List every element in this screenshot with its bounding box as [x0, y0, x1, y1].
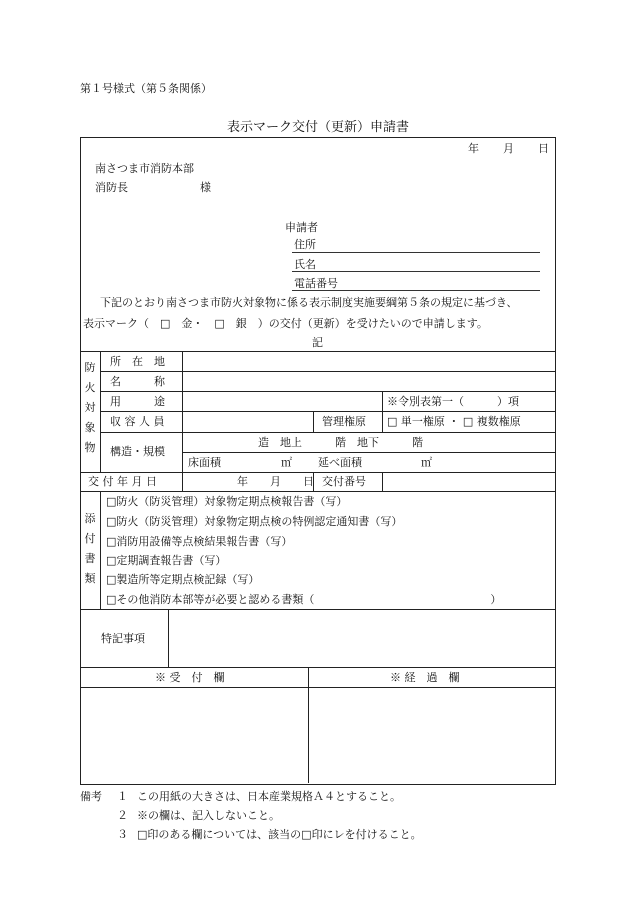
note-text: □印のある欄については、該当の□印にレを付けること。 — [137, 828, 422, 841]
floor-area-unit: ㎡ — [281, 456, 292, 469]
total-area-label: 延べ面積 — [318, 456, 362, 469]
issue-date-value: 年 月 日 — [237, 475, 314, 488]
remarks-label: 特記事項 — [101, 632, 145, 645]
name-label: 氏名 — [294, 258, 316, 271]
note-number: ２ — [117, 809, 128, 822]
location-label: 所 在 地 — [110, 355, 165, 368]
notes-heading: 備考 — [80, 790, 102, 803]
use-label: 用 途 — [110, 395, 165, 408]
page-title: 表示マーク交付（更新）申請書 — [227, 120, 410, 135]
addressee-chief: 消防長 — [95, 181, 128, 194]
use-note: ※令別表第一（ ）項 — [387, 395, 519, 408]
statement-line-2: 表示マーク（ □ 金・ □ 銀 ）の交付（更新）を受けたいので申請します。 — [83, 317, 488, 330]
note-number: １ — [117, 790, 128, 803]
reception-label: ※ 受 付 欄 — [155, 671, 225, 684]
note-number: ３ — [117, 828, 128, 841]
progress-field[interactable] — [309, 688, 553, 782]
statement-line-1: 下記のとおり南さつま市防火対象物に係る表示制度実施要綱第５条の規定に基づき、 — [100, 296, 518, 309]
form-number: 第１号様式（第５条関係） — [80, 82, 212, 95]
date-year: 年 — [468, 142, 479, 155]
date-day: 日 — [538, 142, 549, 155]
issue-number-label: 交付番号 — [322, 475, 366, 488]
reception-field[interactable] — [81, 688, 307, 782]
name-line[interactable] — [292, 271, 540, 272]
note-text: ※の欄は、記入しないこと。 — [137, 809, 280, 822]
total-area-unit: ㎡ — [421, 456, 432, 469]
floor-area-label: 床面積 — [188, 456, 221, 469]
address-label: 住所 — [294, 238, 316, 251]
applicant-heading: 申請者 — [285, 221, 318, 234]
note-text: この用紙の大きさは、日本産業規格Ａ４とすること。 — [137, 790, 401, 803]
issue-date-label: 交 付 年 月 日 — [88, 475, 157, 488]
object-name-label: 名 称 — [110, 375, 165, 388]
attachment-item[interactable]: □消防用設備等点検結果報告書（写） — [106, 535, 293, 548]
progress-label: ※ 経 過 欄 — [390, 671, 460, 684]
structure-label: 構造・規模 — [110, 445, 165, 458]
capacity-label: 収 容 人 員 — [110, 415, 165, 428]
date-month: 月 — [503, 142, 514, 155]
authority-label: 管理権原 — [322, 415, 366, 428]
attachment-item[interactable]: □防火（防災管理）対象物定期点検報告書（写） — [106, 495, 348, 508]
attachment-item[interactable]: □定期調査報告書（写） — [106, 554, 227, 567]
attachment-item[interactable]: □その他消防本部等が必要と認める書類（ ） — [106, 593, 502, 606]
addressee-honorific: 様 — [200, 181, 211, 194]
authority-options[interactable]: □ 単一権原 ・ □ 複数権原 — [387, 415, 521, 428]
attachment-item[interactable]: □防火（防災管理）対象物定期点検の特例認定通知書（写） — [106, 515, 403, 528]
phone-line[interactable] — [292, 290, 540, 291]
ki-heading: 記 — [312, 336, 323, 349]
phone-label: 電話番号 — [294, 277, 338, 290]
addressee-org: 南さつま市消防本部 — [95, 162, 194, 175]
attachment-item[interactable]: □製造所等定期点検記録（写） — [106, 573, 260, 586]
address-line[interactable] — [292, 252, 540, 253]
structure-line: 造 地上 階 地下 階 — [258, 436, 423, 449]
